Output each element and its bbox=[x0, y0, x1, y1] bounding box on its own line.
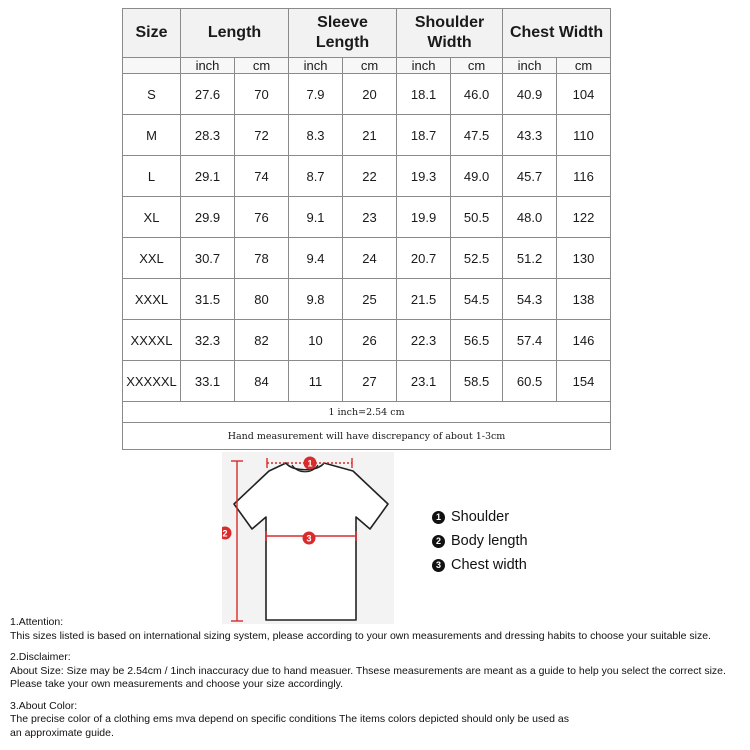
cell-chest-in: 60.5 bbox=[503, 361, 557, 402]
legend-chest-width bbox=[432, 553, 528, 577]
cell-shoulder-cm: 49.0 bbox=[451, 156, 503, 197]
cell-sleeve-cm: 25 bbox=[343, 279, 397, 320]
cell-chest-cm: 154 bbox=[557, 361, 611, 402]
disclaimer-text: Please take your own measurements and choose your size accordingly. bbox=[10, 678, 344, 690]
discrepancy-note: Hand measurement will have discrepancy of about 1-3cm bbox=[123, 423, 611, 450]
table-row bbox=[123, 238, 611, 279]
marker-2 bbox=[222, 527, 232, 540]
disclaimer-note bbox=[10, 651, 745, 692]
color-text: an approximate guide. bbox=[10, 726, 114, 739]
size-chart-table bbox=[122, 8, 611, 450]
marker-1 bbox=[304, 457, 317, 470]
measurement-legend bbox=[432, 505, 528, 577]
cell-size: XXXXL bbox=[123, 320, 181, 361]
cell-length-in: 28.3 bbox=[181, 115, 235, 156]
cell-sleeve-cm: 27 bbox=[343, 361, 397, 402]
color-note bbox=[10, 700, 745, 741]
unit-inch: inch bbox=[181, 58, 235, 74]
cell-chest-in: 54.3 bbox=[503, 279, 557, 320]
unit-cm: cm bbox=[343, 58, 397, 74]
attention-note bbox=[10, 616, 745, 643]
cell-length-cm: 72 bbox=[235, 115, 289, 156]
cell-length-in: 29.1 bbox=[181, 156, 235, 197]
cell-chest-in: 40.9 bbox=[503, 74, 557, 115]
cell-chest-in: 43.3 bbox=[503, 115, 557, 156]
color-text: The precise color of a clothing ems mva depend on specific conditions The items colors depicted should only be used as bbox=[10, 713, 569, 725]
cell-length-cm: 82 bbox=[235, 320, 289, 361]
cell-size: XXXXXL bbox=[123, 361, 181, 402]
cell-shoulder-in: 19.3 bbox=[397, 156, 451, 197]
table-row bbox=[123, 361, 611, 402]
header-size: Size bbox=[123, 9, 181, 58]
cell-length-in: 33.1 bbox=[181, 361, 235, 402]
disclaimer-text: About Size: Size may be 2.54cm / 1inch inaccuracy due to hand measuer. Thsese measurements are meant as a guide to help you select the correct size. bbox=[10, 664, 726, 677]
cell-shoulder-in: 21.5 bbox=[397, 279, 451, 320]
cell-shoulder-cm: 56.5 bbox=[451, 320, 503, 361]
cell-sleeve-cm: 23 bbox=[343, 197, 397, 238]
header-sleeve-line1: Sleeve bbox=[317, 14, 368, 31]
cell-sleeve-in: 9.4 bbox=[289, 238, 343, 279]
legend-label: Shoulder bbox=[451, 509, 510, 525]
cell-sleeve-cm: 26 bbox=[343, 320, 397, 361]
conversion-note: 1 inch=2.54 cm bbox=[123, 402, 611, 423]
cell-sleeve-cm: 24 bbox=[343, 238, 397, 279]
legend-label: Chest width bbox=[451, 557, 527, 573]
table-row bbox=[123, 320, 611, 361]
table-row bbox=[123, 197, 611, 238]
cell-sleeve-in: 11 bbox=[289, 361, 343, 402]
header-sleeve-line2: Length bbox=[315, 34, 370, 51]
cell-sleeve-in: 9.8 bbox=[289, 279, 343, 320]
unit-cm: cm bbox=[451, 58, 503, 74]
legend-body-length bbox=[432, 529, 528, 553]
legend-number-icon: 1 bbox=[432, 511, 445, 524]
cell-sleeve-in: 9.1 bbox=[289, 197, 343, 238]
cell-shoulder-cm: 58.5 bbox=[451, 361, 503, 402]
cell-size: M bbox=[123, 115, 181, 156]
cell-length-in: 30.7 bbox=[181, 238, 235, 279]
svg-text:3: 3 bbox=[306, 533, 312, 544]
cell-shoulder-cm: 47.5 bbox=[451, 115, 503, 156]
cell-shoulder-cm: 52.5 bbox=[451, 238, 503, 279]
cell-sleeve-in: 7.9 bbox=[289, 74, 343, 115]
conversion-row bbox=[123, 402, 611, 423]
cell-chest-cm: 130 bbox=[557, 238, 611, 279]
cell-sleeve-in: 10 bbox=[289, 320, 343, 361]
cell-chest-cm: 110 bbox=[557, 115, 611, 156]
cell-size: L bbox=[123, 156, 181, 197]
cell-shoulder-in: 23.1 bbox=[397, 361, 451, 402]
cell-shoulder-in: 18.1 bbox=[397, 74, 451, 115]
cell-length-cm: 80 bbox=[235, 279, 289, 320]
cell-sleeve-cm: 20 bbox=[343, 74, 397, 115]
legend-shoulder bbox=[432, 505, 528, 529]
cell-chest-cm: 104 bbox=[557, 74, 611, 115]
size-rows bbox=[123, 74, 611, 402]
legend-label: Body length bbox=[451, 533, 528, 549]
cell-shoulder-in: 18.7 bbox=[397, 115, 451, 156]
t-shirt-diagram bbox=[222, 452, 394, 624]
cell-chest-in: 45.7 bbox=[503, 156, 557, 197]
table-units-row bbox=[123, 58, 611, 74]
cell-length-in: 29.9 bbox=[181, 197, 235, 238]
attention-title: 1.Attention: bbox=[10, 616, 64, 628]
header-length: Length bbox=[181, 9, 289, 58]
cell-shoulder-cm: 54.5 bbox=[451, 279, 503, 320]
cell-chest-cm: 138 bbox=[557, 279, 611, 320]
cell-chest-cm: 122 bbox=[557, 197, 611, 238]
header-shoulder-line1: Shoulder bbox=[414, 14, 485, 31]
cell-chest-cm: 116 bbox=[557, 156, 611, 197]
size-notes bbox=[10, 616, 745, 748]
cell-size: XXXL bbox=[123, 279, 181, 320]
legend-number-icon: 3 bbox=[432, 559, 445, 572]
color-title: 3.About Color: bbox=[10, 699, 78, 712]
cell-length-cm: 76 bbox=[235, 197, 289, 238]
cell-length-cm: 84 bbox=[235, 361, 289, 402]
discrepancy-row bbox=[123, 423, 611, 450]
cell-length-in: 31.5 bbox=[181, 279, 235, 320]
table-row bbox=[123, 115, 611, 156]
cell-chest-in: 57.4 bbox=[503, 320, 557, 361]
cell-chest-cm: 146 bbox=[557, 320, 611, 361]
cell-length-in: 32.3 bbox=[181, 320, 235, 361]
unit-cm: cm bbox=[235, 58, 289, 74]
unit-inch: inch bbox=[503, 58, 557, 74]
cell-shoulder-in: 22.3 bbox=[397, 320, 451, 361]
table-row bbox=[123, 279, 611, 320]
attention-text: This sizes listed is based on international sizing system, please according to your own measurements and dressing habits to choose your suitable size. bbox=[10, 629, 711, 642]
cell-sleeve-cm: 22 bbox=[343, 156, 397, 197]
marker-3 bbox=[303, 532, 316, 545]
cell-shoulder-in: 20.7 bbox=[397, 238, 451, 279]
cell-shoulder-in: 19.9 bbox=[397, 197, 451, 238]
header-shoulder-line2: Width bbox=[427, 34, 472, 51]
cell-sleeve-in: 8.7 bbox=[289, 156, 343, 197]
cell-sleeve-cm: 21 bbox=[343, 115, 397, 156]
cell-shoulder-cm: 50.5 bbox=[451, 197, 503, 238]
cell-length-cm: 78 bbox=[235, 238, 289, 279]
cell-length-in: 27.6 bbox=[181, 74, 235, 115]
table-header-row bbox=[123, 9, 611, 58]
cell-chest-in: 48.0 bbox=[503, 197, 557, 238]
t-shirt-icon bbox=[222, 452, 394, 624]
unit-cm: cm bbox=[557, 58, 611, 74]
cell-size: XXL bbox=[123, 238, 181, 279]
cell-size: XL bbox=[123, 197, 181, 238]
unit-inch: inch bbox=[397, 58, 451, 74]
disclaimer-title: 2.Disclaimer: bbox=[10, 651, 71, 663]
legend-number-icon: 2 bbox=[432, 535, 445, 548]
cell-length-cm: 70 bbox=[235, 74, 289, 115]
unit-inch: inch bbox=[289, 58, 343, 74]
cell-length-cm: 74 bbox=[235, 156, 289, 197]
header-chest-width: Chest Width bbox=[503, 9, 611, 58]
cell-chest-in: 51.2 bbox=[503, 238, 557, 279]
cell-shoulder-cm: 46.0 bbox=[451, 74, 503, 115]
svg-text:1: 1 bbox=[307, 458, 313, 469]
header-shoulder-width bbox=[397, 9, 503, 58]
svg-text:2: 2 bbox=[222, 528, 228, 539]
header-sleeve-length bbox=[289, 9, 397, 58]
cell-sleeve-in: 8.3 bbox=[289, 115, 343, 156]
table-row bbox=[123, 156, 611, 197]
table-row bbox=[123, 74, 611, 115]
units-blank bbox=[123, 58, 181, 74]
cell-size: S bbox=[123, 74, 181, 115]
